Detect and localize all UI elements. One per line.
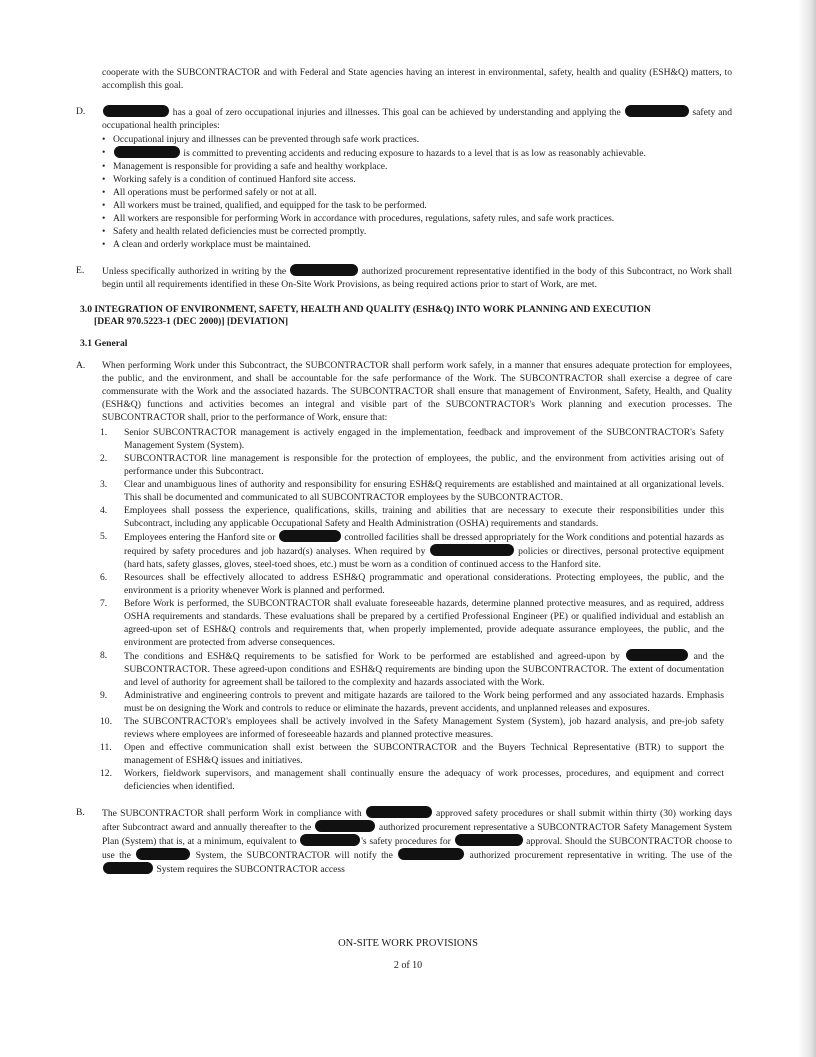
page-number: 2 of 10 <box>393 960 423 971</box>
list-item: • All operations must be performed safely or not at all. <box>102 186 732 199</box>
footer-title: ON-SITE WORK PROVISIONS <box>338 938 478 949</box>
list-item: • Safety and health related deficiencies must be corrected promptly. <box>102 225 732 238</box>
section-e-label: E. <box>76 265 85 276</box>
redaction-mark <box>626 649 688 661</box>
section-b-label: B. <box>76 807 85 818</box>
list-item: • All workers must be trained, qualified, and equipped for the task to be performed. <box>102 199 732 212</box>
list-item-text: is committed to preventing accidents and reducing exposure to hazards to a level that is as low as reasonably achievable. <box>183 148 646 159</box>
section-b-text-8: System requires the SUBCONTRACTOR access <box>154 864 345 875</box>
item-number: 1. <box>100 427 108 438</box>
section-d-intro <box>102 105 732 132</box>
section-b-text-5: approval. Should the SUBCONTRACTOR choose to use the <box>102 836 733 861</box>
item-number: 4. <box>100 505 108 516</box>
item-text: The SUBCONTRACTOR's employees shall be actively involved in the Safety Management System (System), job hazard analysis, and pre-job safety reviews where employees are informed of foreseeable hazards and planned protective measures. <box>124 716 724 740</box>
item-number: 6. <box>100 572 108 583</box>
list-item <box>100 571 724 597</box>
section-e-text-2: authorized procurement representative identified in the body of this Subcontract, no Work shall begin until all requirements identified in these On-Site Work Provisions, as being required actions prior to start of Work, are met. <box>102 266 732 290</box>
section-3-1-heading: 3.1 General <box>80 338 128 349</box>
section-b-text-7: authorized procurement representative in writing. The use of the <box>465 850 733 861</box>
list-item <box>100 597 724 649</box>
section-3-heading-line-1: 3.0 INTEGRATION OF ENVIRONMENT, SAFETY, HEALTH AND QUALITY (ESH&Q) INTO WORK PLANNING AND EXECUTION <box>80 304 651 315</box>
section-b-text-1: The SUBCONTRACTOR shall perform Work in compliance with <box>102 808 365 819</box>
section-d-text-1: has a goal of zero occupational injuries and illnesses. This goal can be achieved by understanding and applying the <box>170 107 624 118</box>
section-b-text-3: authorized procurement representative a SUBCONTRACTOR Safety Management System Plan (System) that is, at a minimum, equivalent to <box>102 822 732 847</box>
item-text: Employees entering the Hanford site or <box>124 532 278 543</box>
section-3-heading-line-2: [DEAR 970.5223-1 (DEC 2000)] [DEVIATION] <box>94 316 289 327</box>
section-b-text-6: System, the SUBCONTRACTOR will notify the <box>191 850 398 861</box>
section-d <box>0 105 816 132</box>
list-item <box>100 649 724 689</box>
redaction-mark <box>625 105 689 117</box>
page-content <box>0 66 816 876</box>
item-text: Senior SUBCONTRACTOR management is actively engaged in the implementation, feedback and improvement of the SUBCONTRACTOR's Safety Management System (System). <box>124 427 724 451</box>
section-b-text <box>102 806 732 876</box>
section-3-heading <box>0 304 816 328</box>
list-item: • Management is responsible for providing a safe and healthy workplace. <box>102 160 732 173</box>
item-number: 2. <box>100 453 108 464</box>
item-text: Workers, fieldwork supervisors, and management shall continually ensure the adequacy of work processes, procedures, and equipment and correct deficiencies when identified. <box>124 768 724 792</box>
section-e-text <box>102 264 732 291</box>
item-text: SUBCONTRACTOR line management is responsible for the protection of employees, the public, and the environment from activities arising out of performance under this Subcontract. <box>124 453 724 477</box>
item-text: The conditions and ESH&Q requirements to be satisfied for Work to be performed are established and agreed-upon by <box>124 651 625 662</box>
redaction-mark <box>315 820 375 832</box>
redaction-mark <box>136 848 190 860</box>
redaction-mark <box>114 146 180 158</box>
section-b-text-2: approved safety procedures or shall submit within thirty (30) working days after Subcontract award and annually thereafter to the <box>102 808 733 833</box>
list-item <box>100 715 724 741</box>
list-item: • Occupational injury and illnesses can be prevented through safe work practices. <box>102 133 732 146</box>
item-number: 8. <box>100 650 108 661</box>
list-item <box>100 530 724 571</box>
item-number: 3. <box>100 479 108 490</box>
list-item <box>100 426 724 452</box>
redaction-mark <box>103 105 169 117</box>
list-item: • Working safely is a condition of continued Hanford site access. <box>102 173 732 186</box>
list-item <box>100 504 724 530</box>
intro-paragraph: cooperate with the SUBCONTRACTOR and with Federal and State agencies having an interest in environmental, safety, health and quality (ESH&Q) matters, to accomplish this goal. <box>102 67 732 91</box>
list-item <box>100 689 724 715</box>
redaction-mark <box>430 544 514 556</box>
item-number: 5. <box>100 531 108 542</box>
item-text: Resources shall be effectively allocated to address ESH&Q programmatic and operational considerations. Protecting employees, the public, and the environment is a priority whenever Work is planned and performed. <box>124 572 724 596</box>
redaction-mark <box>290 264 358 276</box>
list-item: • All workers are responsible for performing Work in accordance with procedures, regulations, safety rules, and safe work practices. <box>102 212 732 225</box>
requirements-list <box>0 426 816 793</box>
section-d-label: D. <box>76 106 86 117</box>
item-number: 11. <box>100 742 112 753</box>
list-item <box>100 741 724 767</box>
item-number: 10. <box>100 716 112 727</box>
redaction-mark <box>455 834 523 846</box>
section-d-text-2: safety and occupational health principles: <box>102 107 732 131</box>
item-number: 12. <box>100 768 112 779</box>
list-item: • A clean and orderly workplace must be maintained. <box>102 238 732 251</box>
section-e <box>0 264 816 291</box>
item-number: 7. <box>100 598 108 609</box>
item-text: Clear and unambiguous lines of authority and responsibility for ensuring ESH&Q requirements are established and maintained at all organizational levels. This shall be documented and communicated to all SUBCONTRACTOR employees by the SUBCONTRACTOR. <box>124 479 724 503</box>
list-item <box>100 452 724 478</box>
redaction-mark <box>103 862 153 874</box>
list-item <box>102 146 732 160</box>
item-text: controlled facilities shall be dressed appropriately for the Work conditions and potential hazards as required by safety procedures and job hazard(s) analyses. When required by <box>124 532 724 557</box>
list-item <box>100 767 724 793</box>
item-number: 9. <box>100 690 108 701</box>
section-b-text-4: 's safety procedures for <box>361 836 454 847</box>
item-text: and the SUBCONTRACTOR. These agreed-upon conditions and ESH&Q requirements are binding upon the SUBCONTRACTOR. The extent of documentation and level of authority for agreement shall be tailored to the complexity and hazards associated with the Work. <box>124 651 724 688</box>
section-a-text: When performing Work under this Subcontract, the SUBCONTRACTOR shall perform work safely, in a manner that ensures adequate protection for employees, the public, and the environment, and shall be accountable for the safe performance of the Work. The SUBCONTRACTOR shall exercise a degree of care commensurate with the Work and the associated hazards. The SUBCONTRACTOR shall ensure that management of Environment, Safety, Health, and Quality (ESH&Q) functions and activities becomes an integral and visible part of the SUBCONTRACTOR's Work planning and execution processes. The SUBCONTRACTOR shall, prior to the performance of Work, ensure that: <box>102 360 732 423</box>
section-e-text-1: Unless specifically authorized in writing by the <box>102 266 289 277</box>
item-text: policies or directives, personal protective equipment (hard hats, safety glasses, gloves, steel-toed shoes, etc.) must be worn as a condition of continued access to the Hanford site. <box>124 546 724 570</box>
item-text: Administrative and engineering controls to prevent and mitigate hazards are tailored to the Work being performed and any associated hazards. Emphasis must be on designing the Work and controls to reduce or eliminate the hazards, prevent accidents, and unplanned releases and exposures. <box>124 690 724 714</box>
section-a-label: A. <box>76 360 86 371</box>
item-text: Open and effective communication shall exist between the SUBCONTRACTOR and the Buyers Technical Representative (BTR) to support the management of ESH&Q issues and initiatives. <box>124 742 724 766</box>
redaction-mark <box>366 806 432 818</box>
principles-list <box>0 133 816 251</box>
section-b <box>0 806 816 876</box>
item-text: Employees shall possess the experience, qualifications, skills, training and abilities that are necessary to execute their responsibilities under this Subcontract, including any applicable Occupational Safety and Health Administration (OSHA) requirements and standards. <box>124 505 724 529</box>
list-item <box>100 478 724 504</box>
section-a <box>0 359 816 424</box>
redaction-mark <box>300 834 360 846</box>
redaction-mark <box>398 848 464 860</box>
item-text: Before Work is performed, the SUBCONTRACTOR shall evaluate foreseeable hazards, determine planned protective measures, and as required, address OSHA requirements and standards. These evaluations shall be prepared by a certified Professional Engineer (PE) or qualified individual and establish an agreed-upon set of ESH&Q controls and requirements that, when properly implemented, provide adequate assurance employees, the public, and the environment are protected from adverse consequences. <box>124 598 724 648</box>
redaction-mark <box>279 530 341 542</box>
